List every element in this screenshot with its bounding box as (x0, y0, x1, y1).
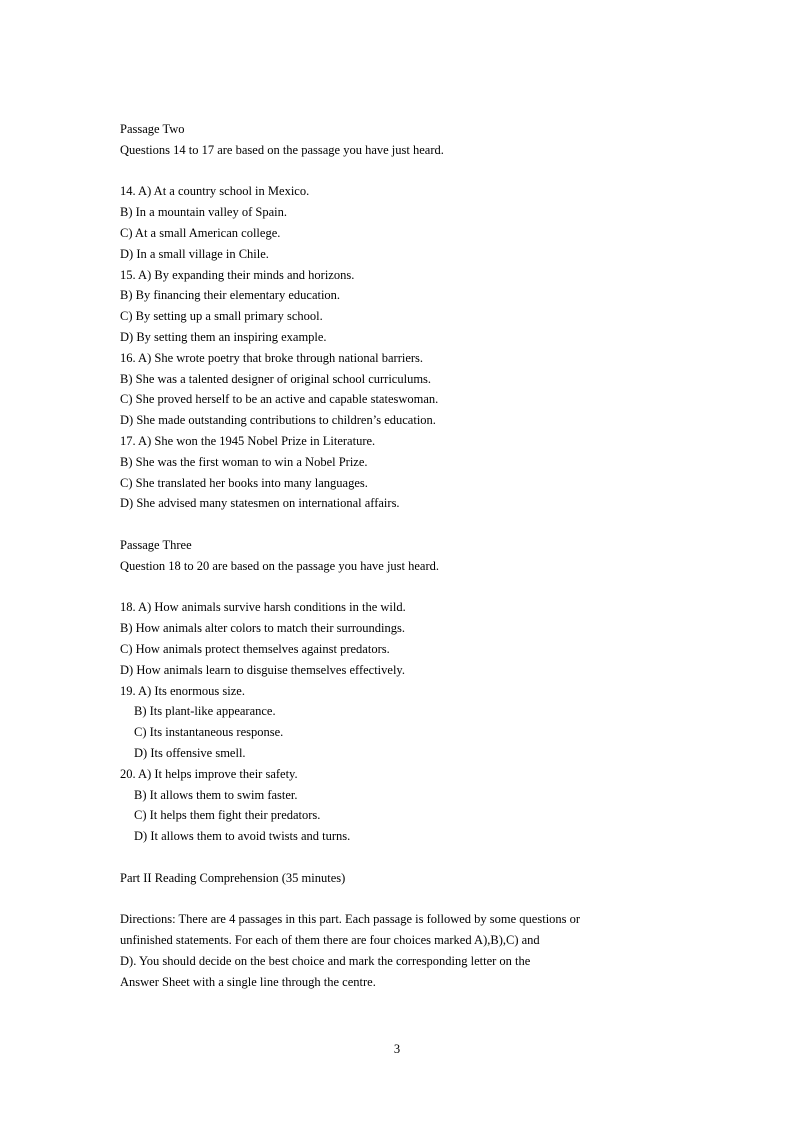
question-19-option-a: 19. A) Its enormous size. (120, 683, 245, 698)
question-18-option-b: B) How animals alter colors to match their surroundings. (120, 621, 406, 636)
question-17-option-a: 17. A) She won the 1945 Nobel Prize in Literature. (120, 433, 376, 448)
question-17-option-d: D) She advised many statesmen on international affairs. (120, 496, 400, 511)
blank-line (120, 514, 680, 535)
question-18-option-d: D) How animals learn to disguise themselves effectively. (120, 662, 405, 677)
instruction-line: Question 18 to 20 are based on the passage you have just heard. (120, 558, 440, 573)
question-18-option-c: C) How animals protect themselves against predators. (120, 641, 390, 656)
directions-line: D). You should decide on the best choice and mark the corresponding letter on the (120, 953, 531, 968)
question-20-option-c: C) It helps them fight their predators. (134, 808, 321, 823)
part-heading: Part II Reading Comprehension (35 minutes) (120, 870, 346, 885)
question-17-option-c: C) She translated her books into many languages. (120, 475, 368, 490)
page-number: 3 (393, 1042, 401, 1056)
section-heading: Passage Two (120, 122, 185, 136)
section-heading: Passage Three (120, 537, 192, 552)
document-page (120, 119, 680, 992)
question-16-option-c: C) She proved herself to be an active and capable stateswoman. (120, 392, 439, 407)
blank-line (120, 847, 680, 868)
question-19-option-d: D) Its offensive smell. (134, 745, 246, 760)
question-14-option-c: C) At a small American college. (120, 225, 281, 240)
question-19-option-b: B) Its plant-like appearance. (134, 704, 276, 719)
question-18-option-a: 18. A) How animals survive harsh conditions in the wild. (120, 600, 406, 615)
question-16-option-b: B) She was a talented designer of original school curriculums. (120, 371, 432, 386)
question-15-option-c: C) By setting up a small primary school. (120, 309, 323, 324)
question-15-option-b: B) By financing their elementary education. (120, 288, 341, 303)
directions-line: Directions: There are 4 passages in this part. Each passage is followed by some questions or (120, 912, 581, 927)
question-16-option-a: 16. A) She wrote poetry that broke through national barriers. (120, 350, 424, 365)
question-14-option-d: D) In a small village in Chile. (120, 246, 269, 261)
question-15-option-a: 15. A) By expanding their minds and horizons. (120, 267, 355, 282)
blank-line (120, 161, 680, 182)
question-20-option-b: B) It allows them to swim faster. (134, 787, 298, 802)
question-14-option-b: B) In a mountain valley of Spain. (120, 205, 287, 220)
question-20-option-d: D) It allows them to avoid twists and turns. (134, 829, 351, 844)
directions-line: Answer Sheet with a single line through the centre. (120, 974, 376, 989)
question-17-option-b: B) She was the first woman to win a Nobel Prize. (120, 454, 368, 469)
blank-line (120, 577, 680, 598)
blank-line (120, 888, 680, 909)
question-20-option-a: 20. A) It helps improve their safety. (120, 766, 298, 781)
instruction-line: Questions 14 to 17 are based on the passage you have just heard. (120, 142, 444, 157)
question-14-option-a: 14. A) At a country school in Mexico. (120, 184, 310, 199)
question-19-option-c: C) Its instantaneous response. (134, 725, 284, 740)
question-16-option-d: D) She made outstanding contributions to children’s education. (120, 413, 436, 428)
question-15-option-d: D) By setting them an inspiring example. (120, 329, 327, 344)
directions-line: unfinished statements. For each of them there are four choices marked A),B),C) and (120, 933, 540, 948)
